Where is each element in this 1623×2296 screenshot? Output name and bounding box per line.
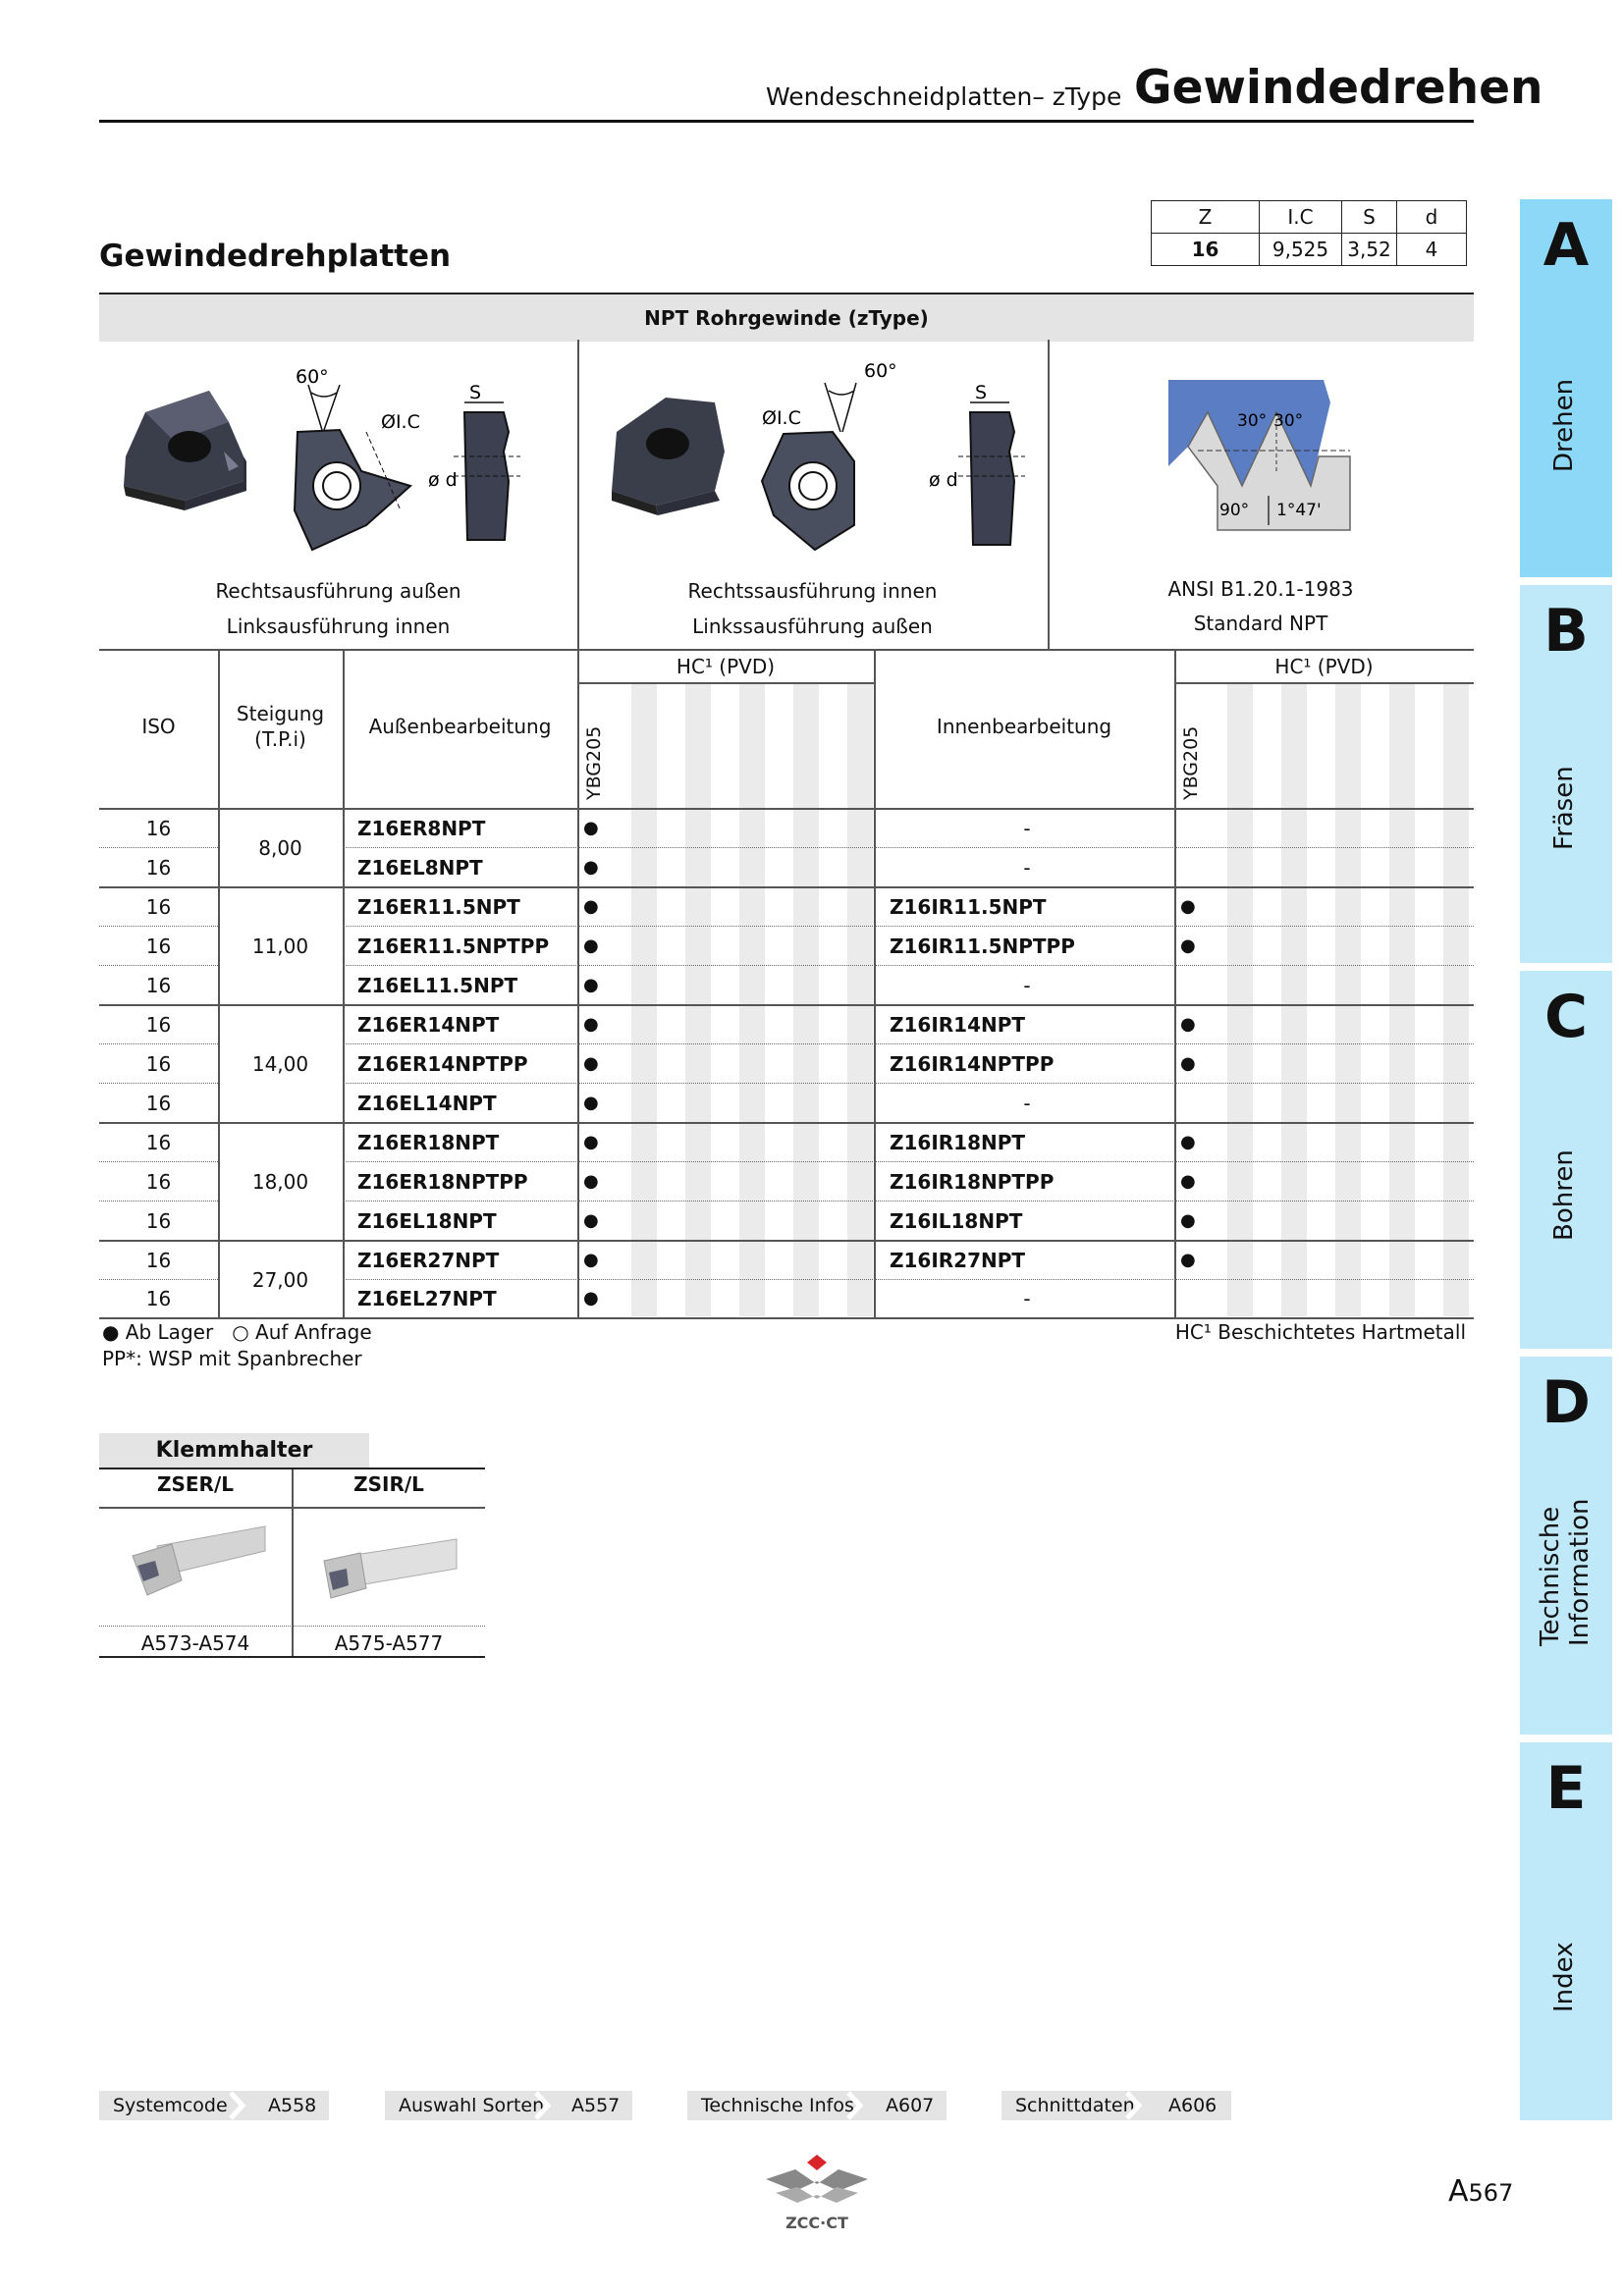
row-iso: 16	[145, 817, 172, 840]
row-outer-code: Z16ER8NPT	[357, 817, 486, 840]
insert-photo-icon	[124, 391, 246, 510]
ic-label: ØI.C	[762, 407, 801, 429]
row-iso: 16	[145, 934, 172, 958]
row-iso: 16	[145, 856, 172, 880]
nav-systemcode[interactable]	[99, 2091, 329, 2120]
row-inner-code: Z16IR11.5NPTPP	[890, 934, 1075, 958]
divider	[99, 1240, 1474, 1242]
divider	[577, 649, 579, 1317]
row-outer-code: Z16ER18NPT	[357, 1131, 500, 1154]
row-inner-code: -	[1023, 1287, 1031, 1310]
row-inner-code: Z16IR27NPT	[890, 1249, 1026, 1272]
row-inner-mark: ●	[1180, 935, 1196, 956]
caption-standard-line2: Standard NPT	[1193, 612, 1328, 635]
row-inner-code: Z16IR11.5NPT	[890, 895, 1047, 919]
insert-sideview-icon	[958, 402, 1025, 545]
divider	[99, 1317, 1474, 1319]
row-iso: 16	[145, 1209, 172, 1233]
row-inner-mark: ●	[1180, 1210, 1196, 1231]
row-inner-mark: ●	[1180, 1171, 1196, 1192]
spec-header-ic: I.C	[1260, 201, 1342, 234]
row-inner-code: Z16IR18NPT	[890, 1131, 1026, 1154]
klemmhalter-col1: ZSER/L	[156, 1472, 235, 1496]
tab-fraesen[interactable]	[1520, 585, 1612, 963]
insert-topview-icon	[295, 385, 410, 550]
insert-photo-icon	[612, 398, 725, 515]
insert-drawing-external	[116, 353, 558, 560]
row-inner-mark: ●	[1180, 1250, 1196, 1270]
row-inner-mark: ●	[1180, 1014, 1196, 1035]
row-outer-mark: ●	[583, 1288, 599, 1308]
row-inner-code: -	[1023, 856, 1031, 880]
tab-label: Fräsen	[1549, 766, 1579, 850]
caption-internal-line1: Rechtssausführung innen	[687, 579, 938, 603]
nav-label: Technische Infos	[701, 2095, 854, 2116]
header-subtitle: Wendeschneidplatten– zType	[766, 82, 1122, 111]
caption-external-line2: Linksausführung innen	[226, 614, 451, 638]
col-inner: Innenbearbeitung	[936, 715, 1112, 738]
divider	[99, 808, 1474, 810]
grade-stripe	[1389, 683, 1415, 1316]
nav-schnittdaten[interactable]	[1001, 2091, 1231, 2120]
row-outer-mark: ●	[583, 1014, 599, 1035]
row-inner-code: Z16IL18NPT	[890, 1209, 1023, 1233]
nav-label: Systemcode	[113, 2095, 228, 2116]
nav-technische-infos[interactable]	[687, 2091, 947, 2120]
chevron-right-icon	[844, 2091, 864, 2120]
spec-value-z: 16	[1152, 234, 1260, 266]
spec-header-d: d	[1397, 201, 1467, 234]
spec-value-d: 4	[1397, 234, 1467, 266]
row-outer-code: Z16ER11.5NPT	[357, 895, 520, 919]
grade-stripe	[847, 683, 873, 1316]
header-title: Gewindedrehen	[1134, 61, 1543, 115]
divider	[99, 1626, 485, 1627]
divider	[577, 682, 874, 684]
row-inner-code: Z16IR18NPTPP	[890, 1170, 1055, 1194]
row-outer-mark: ●	[583, 1210, 599, 1231]
divider	[99, 1507, 485, 1509]
grade-stripe	[793, 683, 819, 1316]
pitch-group: 27,00	[251, 1268, 309, 1292]
col-outer: Außenbearbeitung	[368, 715, 552, 738]
nav-page: A607	[886, 2095, 935, 2116]
angle-label: 90°	[1219, 501, 1250, 520]
tab-label: Drehen	[1549, 378, 1579, 472]
row-outer-mark: ●	[583, 975, 599, 995]
divider	[99, 1004, 1474, 1006]
angle-label: 1°47'	[1276, 501, 1322, 520]
tab-label: Index	[1549, 1942, 1579, 2012]
tab-technische-information[interactable]	[1520, 1357, 1612, 1735]
tab-bohren[interactable]	[1520, 971, 1612, 1349]
grade-stripe	[1443, 683, 1469, 1316]
caption-internal-line2: Linkssausführung außen	[692, 614, 933, 638]
divider	[577, 340, 579, 650]
nav-page: A557	[571, 2095, 621, 2116]
tab-letter: B	[1543, 597, 1589, 666]
tab-index[interactable]	[1520, 1742, 1612, 2120]
grade-group-outer: HC¹ (PVD)	[676, 655, 776, 678]
grade-inner: YBG205	[1180, 725, 1202, 800]
tab-label-line1: Technische	[1536, 1506, 1565, 1646]
insert-drawing-internal	[597, 353, 1039, 560]
row-iso: 16	[145, 1131, 172, 1154]
caption-standard-line1: ANSI B1.20.1-1983	[1167, 577, 1354, 601]
angle-label: 30°	[1237, 411, 1268, 431]
grade-stripe	[685, 683, 711, 1316]
row-outer-code: Z16EL18NPT	[357, 1209, 497, 1233]
row-outer-mark: ●	[583, 1171, 599, 1192]
row-outer-code: Z16ER18NPTPP	[357, 1170, 528, 1194]
nav-label: Schnittdaten	[1015, 2095, 1135, 2116]
nav-page: A558	[268, 2095, 317, 2116]
page-number	[1448, 2174, 1513, 2209]
tab-letter: A	[1542, 211, 1590, 280]
pitch-group: 14,00	[251, 1052, 309, 1076]
row-iso: 16	[145, 1013, 172, 1037]
row-outer-code: Z16EL14NPT	[357, 1092, 497, 1115]
spec-header-z: Z	[1152, 201, 1260, 234]
divider	[292, 1469, 294, 1656]
spec-value-ic: 9,525	[1260, 234, 1342, 266]
angle-label: 60°	[296, 366, 329, 388]
klemmhalter-ref2: A575-A577	[334, 1631, 444, 1655]
col-pitch-line2: (T.P.i)	[254, 727, 306, 751]
klemmhalter-col2: ZSIR/L	[353, 1472, 424, 1496]
divider	[99, 1122, 1474, 1124]
klemmhalter-title: Klemmhalter	[99, 1433, 369, 1468]
thread-profile-drawing	[1159, 368, 1355, 540]
grade-outer: YBG205	[583, 725, 605, 800]
s-label: S	[975, 382, 988, 403]
chevron-right-icon	[227, 2091, 246, 2120]
row-inner-code: Z16IR14NPTPP	[890, 1052, 1055, 1076]
grade-stripe	[739, 683, 765, 1316]
row-outer-code: Z16ER27NPT	[357, 1249, 500, 1272]
row-iso: 16	[145, 1052, 172, 1076]
row-iso: 16	[145, 1249, 172, 1272]
logo-text: ZCC·CT	[785, 2214, 848, 2232]
col-pitch-line1: Steigung	[236, 702, 325, 725]
spec-header-s: S	[1342, 201, 1397, 234]
s-label: S	[469, 382, 482, 403]
holder-zsir-icon	[319, 1531, 466, 1620]
divider	[99, 649, 1474, 651]
row-iso: 16	[145, 1287, 172, 1310]
klemmhalter-ref1: A573-A574	[140, 1631, 250, 1655]
chevron-right-icon	[1123, 2091, 1143, 2120]
tab-label-line2: Information	[1565, 1498, 1595, 1646]
grade-stripe	[1335, 683, 1361, 1316]
row-outer-mark: ●	[583, 857, 599, 878]
tab-drehen[interactable]	[1520, 199, 1612, 577]
row-inner-mark: ●	[1180, 1053, 1196, 1074]
row-outer-code: Z16EL8NPT	[357, 856, 483, 880]
row-inner-code: -	[1023, 974, 1031, 997]
row-inner-mark: ●	[1180, 896, 1196, 917]
row-iso: 16	[145, 895, 172, 919]
holder-zser-icon	[128, 1517, 275, 1615]
legend-stock: ● Ab Lager ○ Auf Anfrage	[102, 1320, 372, 1344]
row-outer-mark: ●	[583, 818, 599, 838]
nav-page: A606	[1168, 2095, 1217, 2116]
row-outer-code: Z16ER14NPTPP	[357, 1052, 528, 1076]
table-band-title: NPT Rohrgewinde (zType)	[99, 293, 1474, 342]
row-outer-mark: ●	[583, 935, 599, 956]
angle-label: 30°	[1273, 411, 1304, 431]
row-inner-mark: ●	[1180, 1132, 1196, 1152]
insert-sideview-icon	[454, 402, 520, 540]
chevron-right-icon	[532, 2091, 552, 2120]
section-title: Gewindedrehplatten	[99, 239, 452, 274]
page-number-value: 567	[1468, 2179, 1514, 2207]
grade-stripe	[1227, 683, 1253, 1316]
d-label: ø d	[929, 469, 958, 491]
header-rule	[99, 120, 1474, 123]
row-outer-mark: ●	[583, 1093, 599, 1113]
divider	[99, 1656, 485, 1658]
divider	[1174, 682, 1474, 684]
row-outer-code: Z16EL27NPT	[357, 1287, 497, 1310]
tab-letter: D	[1542, 1368, 1591, 1437]
row-outer-code: Z16ER11.5NPTPP	[357, 934, 550, 958]
tab-letter: E	[1545, 1754, 1587, 1823]
row-iso: 16	[145, 1092, 172, 1115]
grade-stripe	[631, 683, 657, 1316]
legend-hc: HC¹ Beschichtetes Hartmetall	[1174, 1320, 1466, 1344]
divider	[99, 886, 1474, 888]
row-iso: 16	[145, 1170, 172, 1194]
zcc-ct-logo-icon	[758, 2150, 876, 2233]
row-outer-code: Z16EL11.5NPT	[357, 974, 518, 997]
row-outer-code: Z16ER14NPT	[357, 1013, 500, 1037]
tab-label: Bohren	[1549, 1149, 1579, 1241]
row-outer-mark: ●	[583, 1132, 599, 1152]
row-inner-code: -	[1023, 1092, 1031, 1115]
legend-pp: PP*: WSP mit Spanbrecher	[102, 1347, 362, 1370]
row-outer-mark: ●	[583, 1053, 599, 1074]
divider	[1048, 340, 1050, 650]
nav-auswahl-sorten[interactable]	[385, 2091, 632, 2120]
pitch-group: 8,00	[258, 836, 302, 860]
row-iso: 16	[145, 974, 172, 997]
row-inner-code: Z16IR14NPT	[890, 1013, 1026, 1037]
tab-letter: C	[1543, 983, 1589, 1051]
nav-label: Auswahl Sorten	[399, 2095, 545, 2116]
grade-stripe	[1281, 683, 1307, 1316]
angle-label: 60°	[864, 360, 897, 382]
caption-external-line1: Rechtsausführung außen	[215, 579, 461, 603]
spec-table	[1151, 200, 1467, 266]
grade-group-inner: HC¹ (PVD)	[1274, 655, 1374, 678]
row-outer-mark: ●	[583, 1250, 599, 1270]
ic-label: ØI.C	[381, 411, 420, 433]
d-label: ø d	[428, 469, 458, 491]
col-iso: ISO	[141, 715, 176, 738]
row-inner-code: -	[1023, 817, 1031, 840]
pitch-group: 11,00	[251, 934, 309, 958]
spec-value-s: 3,52	[1342, 234, 1397, 266]
row-outer-mark: ●	[583, 896, 599, 917]
pitch-group: 18,00	[251, 1170, 309, 1194]
page-prefix: A	[1448, 2174, 1469, 2209]
